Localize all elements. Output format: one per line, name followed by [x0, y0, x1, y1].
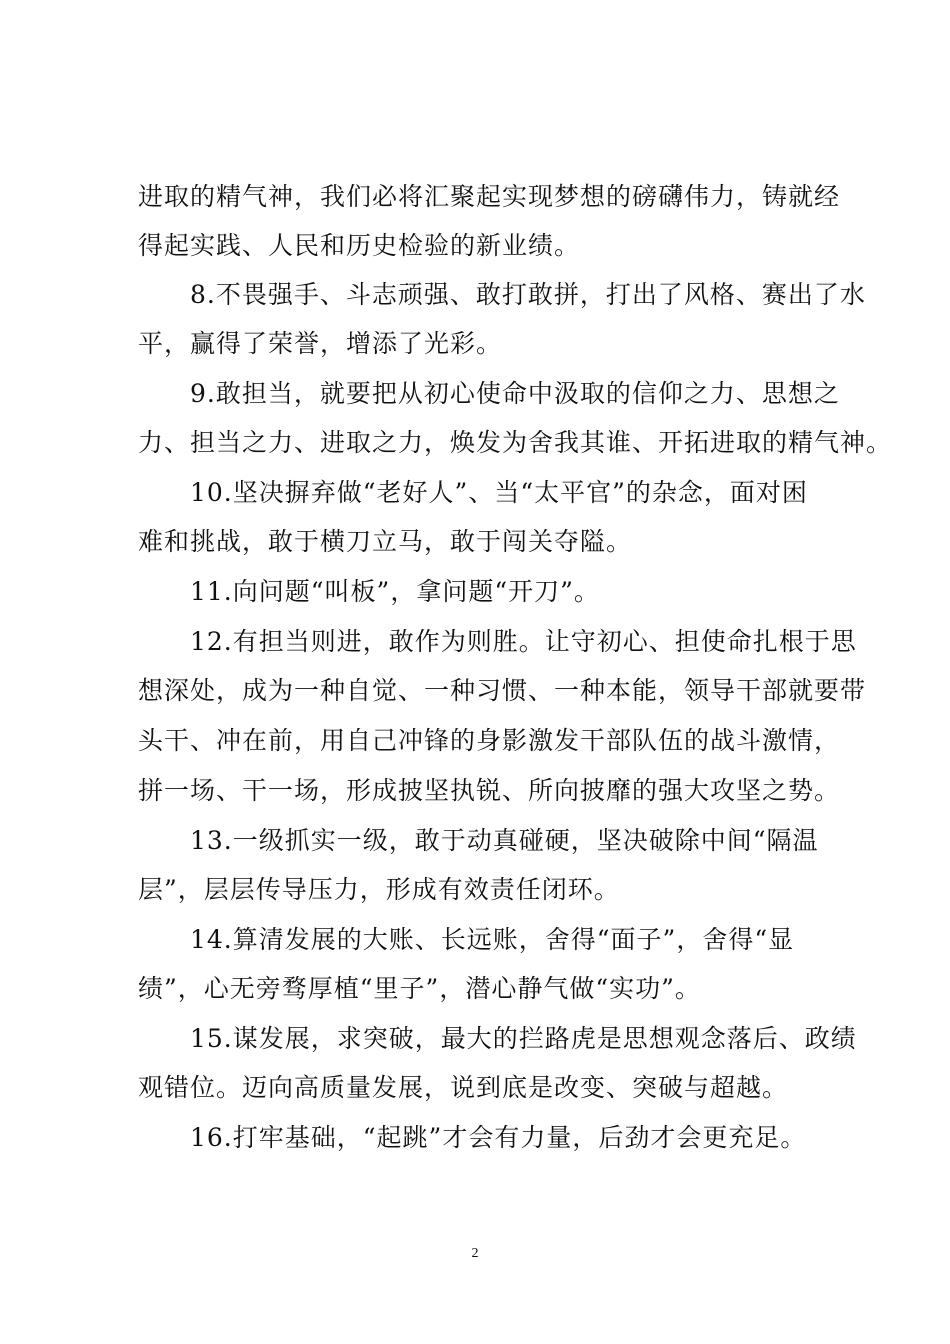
- text-line: 拼一场、干一场，形成披坚执锐、所向披靡的强大攻坚之势。: [138, 776, 841, 805]
- text-line: 12.有担当则进，敢作为则胜。让守初心、担使命扎根于思: [138, 627, 857, 656]
- text-line: 11.向问题“叫板”，拿问题“开刀”。: [138, 577, 600, 606]
- text-line: 绩”，心无旁骛厚植“里子”，潜心静气做“实功”。: [138, 974, 701, 1003]
- text-line: 难和挑战，敢于横刀立马，敢于闯关夺隘。: [138, 527, 633, 556]
- text-line: 9.敢担当，就要把从初心使命中汲取的信仰之力、思想之: [138, 379, 840, 408]
- text-line: 力、担当之力、进取之力，焕发为舍我其谁、开拓进取的精气神。: [138, 428, 893, 457]
- text-line: 观错位。迈向高质量发展，说到底是改变、突破与超越。: [138, 1073, 789, 1102]
- text-line: 16.打牢基础，“起跳”才会有力量，后劲才会更充足。: [138, 1123, 807, 1152]
- text-line: 10.坚决摒弃做“老好人”、当“太平官”的杂念，面对困: [138, 478, 808, 507]
- text-line: 头干、冲在前，用自己冲锋的身影激发干部队伍的战斗激情，: [138, 726, 841, 755]
- text-line: 14.算清发展的大账、长远账，舍得“面子”，舍得“显: [138, 925, 795, 954]
- text-line: 13.一级抓实一级，敢于动真碰硬，坚决破除中间“隔温: [138, 826, 819, 855]
- text-line: 层”，层层传导压力，形成有效责任闭环。: [138, 875, 620, 904]
- page-number: 2: [471, 1246, 479, 1261]
- text-line: 进取的精气神，我们必将汇聚起实现梦想的磅礴伟力，铸就经: [138, 182, 841, 211]
- text-line: 得起实践、人民和历史检验的新业绩。: [138, 231, 581, 260]
- text-line: 平，赢得了荣誉，增添了光彩。: [138, 329, 503, 358]
- text-line: 8.不畏强手、斗志顽强、敢打敢拼，打出了风格、赛出了水: [138, 280, 866, 309]
- text-line: 想深处，成为一种自觉、一种习惯、一种本能，领导干部就要带: [138, 676, 867, 705]
- text-line: 15.谋发展，求突破，最大的拦路虎是思想观念落后、政绩: [138, 1024, 857, 1053]
